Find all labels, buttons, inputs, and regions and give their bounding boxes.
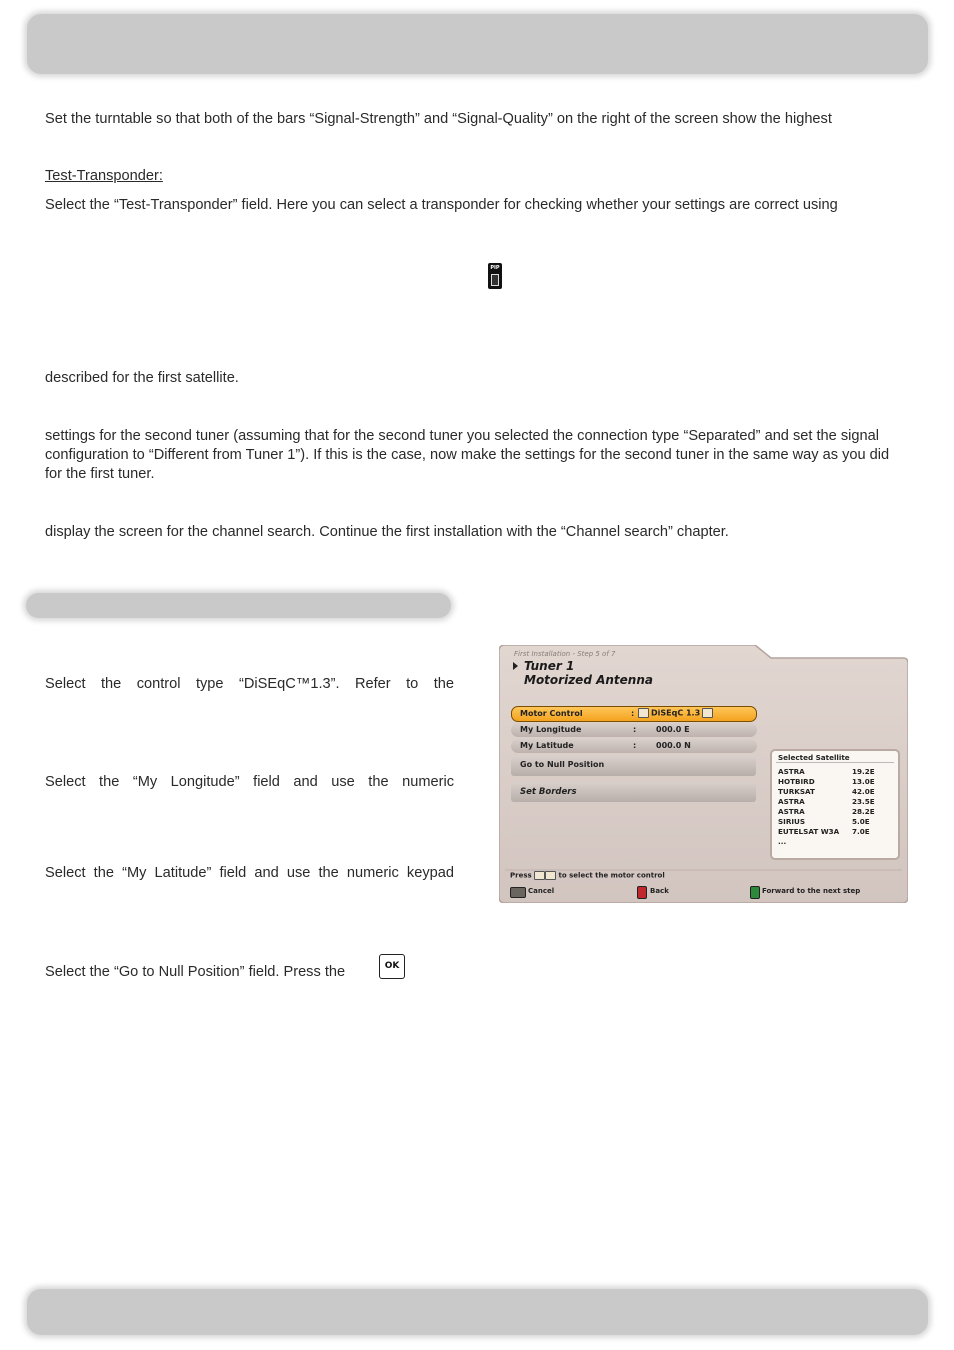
- longitude-paragraph: Select the “My Longitude” field and use the numeric: [45, 774, 454, 790]
- longitude-label: My Longitude: [520, 725, 582, 734]
- footer-bar: [27, 1289, 928, 1335]
- longitude-value: 000.0 E: [656, 725, 690, 734]
- sat-name: ASTRA: [778, 797, 805, 806]
- go-to-null-button[interactable]: [511, 756, 756, 776]
- right-arrow-icon[interactable]: [702, 708, 713, 718]
- sat-name: HOTBIRD: [778, 777, 815, 786]
- back-label[interactable]: Back: [650, 887, 669, 895]
- motor-control-sep: :: [631, 709, 635, 718]
- selected-satellite-box: [770, 749, 900, 860]
- forward-label[interactable]: Forward to the next step: [762, 887, 861, 895]
- selected-satellite-title: Selected Satellite: [778, 753, 850, 762]
- second-tuner-paragraph: settings for the second tuner (assuming that for the second tuner you selected the connection type “Separated” and set the signal configuration to “Different from Tuner 1”). If this is the case, now make the settings for the second tuner in the same way as you did for the first tuner.: [45, 428, 890, 482]
- sat-pos: 19.2E: [852, 767, 875, 776]
- longitude-sep: :: [633, 725, 637, 734]
- hint-left-arrow-icon: [534, 871, 545, 880]
- section-heading-bar: [26, 593, 451, 618]
- header-bar: [27, 14, 928, 74]
- sat-name: SIRIUS: [778, 817, 806, 826]
- cancel-label[interactable]: Cancel: [528, 887, 555, 895]
- set-borders-button[interactable]: [511, 782, 756, 802]
- latitude-sep: :: [633, 741, 637, 750]
- channel-search-paragraph: display the screen for the channel search. Continue the first installation with the “Channel search” chapter.: [45, 524, 729, 540]
- motor-control-value: [636, 708, 715, 718]
- motor-control-label: Motor Control: [520, 709, 583, 718]
- left-arrow-icon[interactable]: [638, 708, 649, 718]
- set-borders-label: Set Borders: [520, 787, 577, 797]
- motor-control-row[interactable]: [511, 706, 757, 722]
- sat-name: TURKSAT: [778, 787, 815, 796]
- sat-pos: 7.0E: [852, 827, 870, 836]
- latitude-value: 000.0 N: [656, 741, 691, 750]
- hint-right-arrow-icon: [545, 871, 556, 880]
- ok-key-icon: OK: [379, 954, 405, 979]
- sat-name: ASTRA: [778, 807, 805, 816]
- sat-pos: 5.0E: [852, 817, 870, 826]
- latitude-row[interactable]: [511, 739, 757, 753]
- sat-pos: 28.2E: [852, 807, 875, 816]
- longitude-row[interactable]: [511, 723, 757, 737]
- tv-step-label: First Installation - Step 5 of 7: [514, 650, 616, 658]
- hint-rest: to select the motor control: [558, 871, 665, 880]
- tv-tuner-title: Tuner 1: [524, 659, 575, 673]
- latitude-paragraph: Select the “My Latitude” field and use the numeric keypad: [45, 865, 454, 881]
- tv-mode-title: Motorized Antenna: [524, 673, 653, 687]
- tv-hint: [510, 871, 665, 880]
- tv-tuner-arrow-icon: [513, 662, 518, 670]
- signal-paragraph: Set the turntable so that both of the bars “Signal-Strength” and “Signal-Quality” on the right of the screen show the highest: [45, 111, 832, 127]
- sat-name: ASTRA: [778, 767, 805, 776]
- tv-screenshot: [499, 645, 908, 903]
- back-key-icon: [637, 886, 647, 899]
- pip-key-icon: PIP: [488, 263, 502, 289]
- cancel-key-icon: [510, 887, 526, 898]
- sat-pos: 23.5E: [852, 797, 875, 806]
- motor-control-value-text: DiSEqC 1.3: [651, 708, 701, 718]
- sat-name: EUTELSAT W3A: [778, 827, 840, 836]
- forward-key-icon: [750, 886, 760, 899]
- hint-press: Press: [510, 871, 532, 880]
- first-satellite-paragraph: described for the first satellite.: [45, 370, 239, 386]
- latitude-label: My Latitude: [520, 741, 574, 750]
- sat-pos: 42.0E: [852, 787, 875, 796]
- test-transponder-heading: Test-Transponder:: [45, 168, 163, 184]
- go-to-null-label: Go to Null Position: [520, 760, 605, 769]
- test-transponder-paragraph: Select the “Test-Transponder” field. Here you can select a transponder for checking whether your settings are correct using: [45, 197, 838, 213]
- diseqc-paragraph: Select the control type “DiSEqC™1.3”. Refer to the: [45, 676, 454, 692]
- sat-pos: 13.0E: [852, 777, 875, 786]
- null-position-paragraph: Select the “Go to Null Position” field. Press the: [45, 964, 346, 980]
- sat-more: ...: [778, 837, 787, 846]
